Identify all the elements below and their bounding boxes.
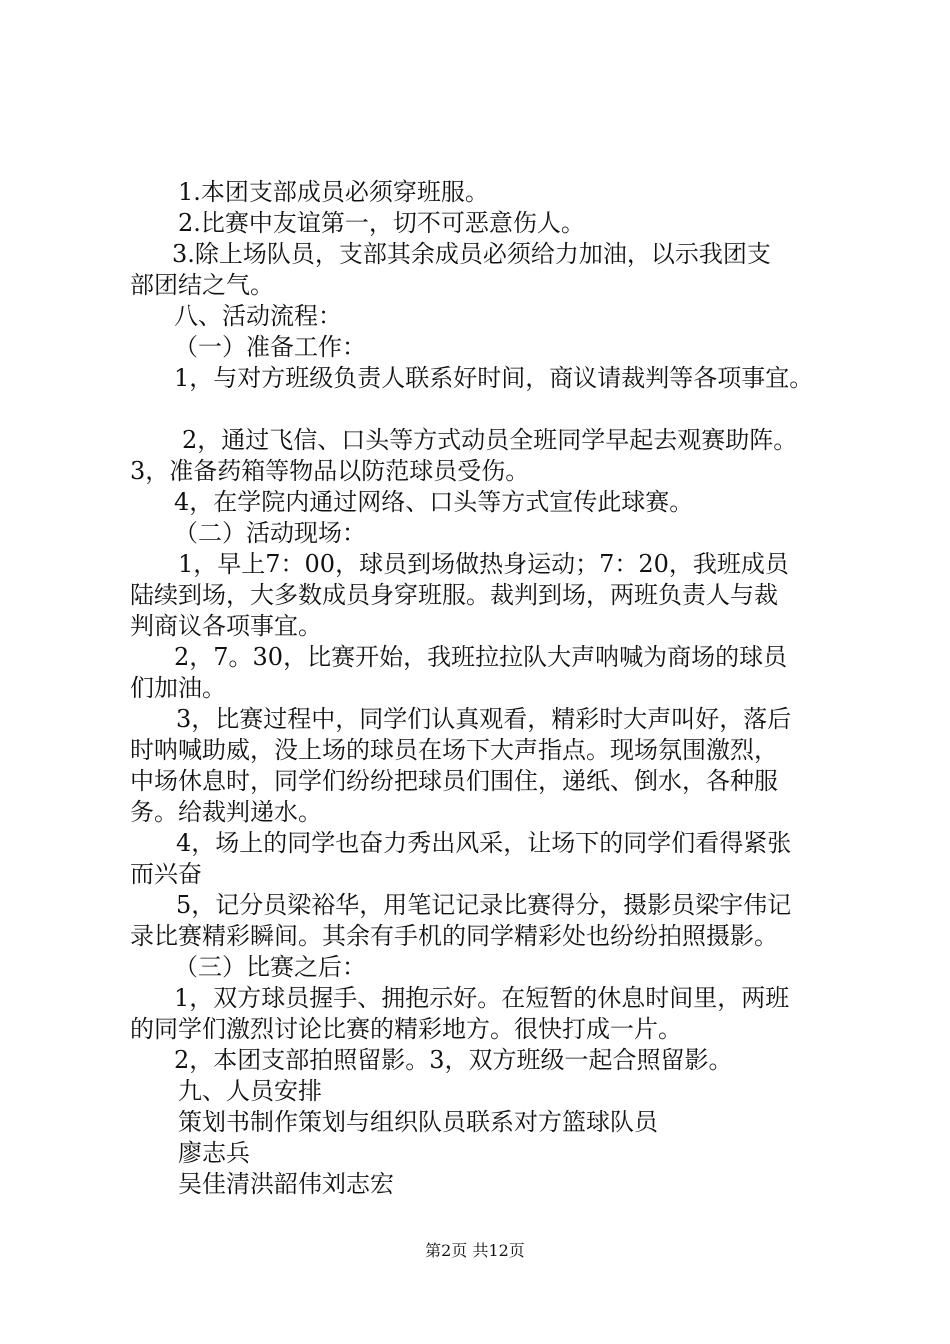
text-line: 时呐喊助威，没上场的球员在场下大声指点。现场氛围激烈， xyxy=(130,736,778,764)
text-line: （三）比赛之后： xyxy=(174,953,366,981)
text-line: 4，在学院内通过网络、口头等方式宣传此球赛。 xyxy=(174,488,694,516)
page-number-footer: 第2页 共12页 xyxy=(425,1241,525,1260)
text-line: 1.本团支部成员必须穿班服。 xyxy=(178,178,489,206)
text-line: 判商议各项事宜。 xyxy=(130,612,322,640)
text-line: 1，与对方班级负责人联系好时间，商议请裁判等各项事宜。 xyxy=(174,364,814,392)
text-line: 八、活动流程： xyxy=(174,302,342,330)
text-line: 部团结之气。 xyxy=(130,271,274,299)
text-line: 吴佳清洪韶伟刘志宏 xyxy=(178,1170,394,1198)
text-line: 2，通过飞信、口头等方式动员全班同学早起去观赛助阵。 xyxy=(182,426,798,454)
text-line: 3，比赛过程中，同学们认真观看，精彩时大声叫好，落后 xyxy=(176,705,792,733)
text-line: 2，7。30，比赛开始，我班拉拉队大声呐喊为商场的球员 xyxy=(174,643,788,671)
text-line: 1，双方球员握手、拥抱示好。在短暂的休息时间里，两班 xyxy=(174,984,790,1012)
text-line: 2.比赛中友谊第一，切不可恶意伤人。 xyxy=(178,209,585,237)
text-line: 2，本团支部拍照留影。3，双方班级一起合照留影。 xyxy=(174,1046,733,1074)
text-line: 务。给裁判递水。 xyxy=(130,798,322,826)
text-line: 陆续到场，大多数成员身穿班服。裁判到场，两班负责人与裁 xyxy=(130,581,778,609)
text-line: 5，记分员梁裕华，用笔记记录比赛得分，摄影员梁宇伟记 xyxy=(176,891,792,919)
text-line: 们加油。 xyxy=(130,674,226,702)
text-line: 廖志兵 xyxy=(178,1139,250,1167)
text-line: 4，场上的同学也奋力秀出风采，让场下的同学们看得紧张 xyxy=(176,829,792,857)
text-line: （二）活动现场： xyxy=(174,519,366,547)
text-line: 录比赛精彩瞬间。其余有手机的同学精彩处也纷纷拍照摄影。 xyxy=(130,922,778,950)
text-line: 策划书制作策划与组织队员联系对方篮球队员 xyxy=(178,1108,658,1136)
text-line: 1，早上7：00，球员到场做热身运动；7：20，我班成员 xyxy=(178,550,789,578)
text-line: （一）准备工作： xyxy=(174,333,366,361)
text-line: 的同学们激烈讨论比赛的精彩地方。很快打成一片。 xyxy=(130,1015,682,1043)
text-line: 3，准备药箱等物品以防范球员受伤。 xyxy=(130,457,530,485)
text-line: 3.除上场队员，支部其余成员必须给力加油，以示我团支 xyxy=(172,240,771,268)
text-line: 而兴奋 xyxy=(130,860,202,888)
text-line: 九、人员安排 xyxy=(178,1077,322,1105)
text-line: 中场休息时，同学们纷纷把球员们围住，递纸、倒水，各种服 xyxy=(130,767,778,795)
